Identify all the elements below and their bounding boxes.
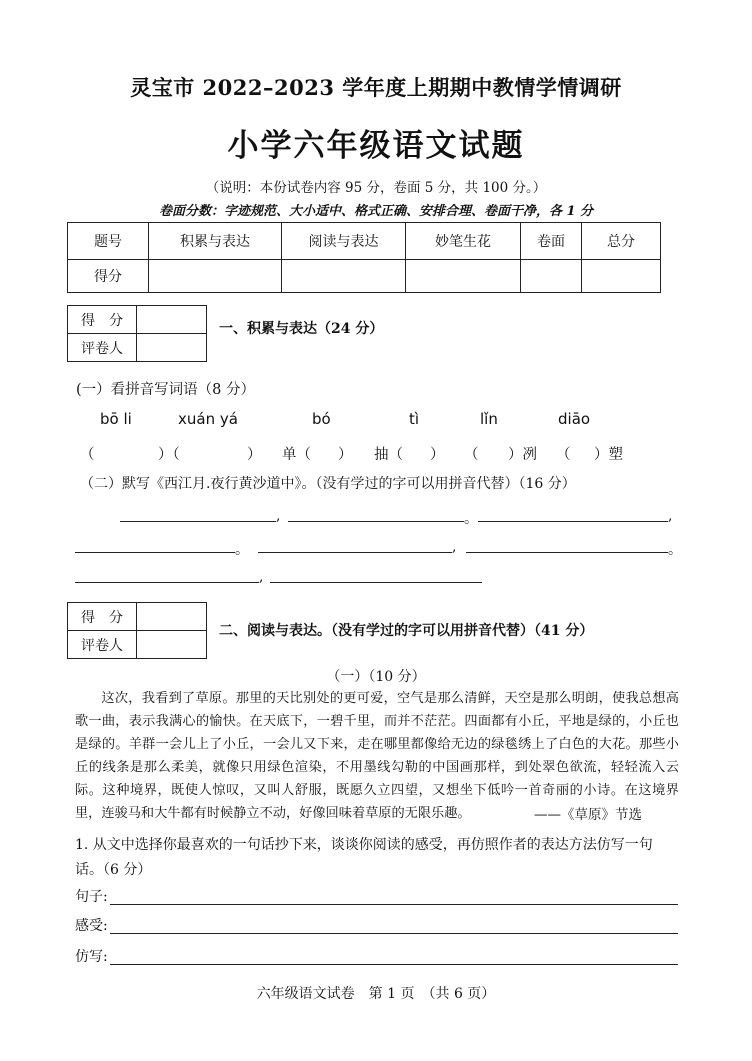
punct: ,	[452, 539, 457, 555]
answer-line[interactable]	[478, 521, 668, 522]
reading-passage: 这次，我看到了草原。那里的天比别处的更可爱，空气是那么清鲜，天空是那么明朗，使我总想高歌一曲，表示我满心的愉快。在天底下，一碧千里，而并不茫茫。四面都有小丘，平地是绿的，小丘也是绿的。羊群一会儿上了小丘，一会儿又下来，走在哪里都像给无边的绿毯绣上了白色的大花。那些小丘的线条是那么柔美，就像只用绿色渲染，不用墨线勾勒的中国画那样，到处翠色欲流，轻轻流入云际。这种境界，既使人惊叹，又叫人舒服，既愿久立四望，又想坐下低吟一首奇丽的小诗。在这境界里，连骏马和大牛都有时候静立不动，好像回味着草原的无限乐趣。	[75, 691, 679, 821]
punct: ,	[668, 508, 673, 524]
answer-line[interactable]	[466, 552, 668, 553]
exam-note: （说明：本份试卷内容 95 分，卷面 5 分，共 100 分。）	[205, 180, 547, 196]
answer-line[interactable]	[288, 521, 464, 522]
bracket: ）塑	[594, 447, 623, 463]
score-table	[67, 222, 661, 293]
score-cell[interactable]	[282, 260, 406, 293]
score-header: 卷面	[521, 223, 582, 260]
grader-score-label: 得 分	[68, 306, 137, 334]
punct: 。	[668, 542, 682, 558]
exam-title-line2: 小学六年级语文试题	[227, 128, 525, 164]
punct: ,	[259, 569, 264, 585]
exam-title-line1: 灵宝市 2022–2023 学年度上期期中教情学情调研	[130, 75, 622, 100]
punct: 。	[464, 511, 478, 527]
answer-line[interactable]	[258, 552, 452, 553]
score-cell[interactable]	[149, 260, 282, 293]
punct: ,	[276, 508, 281, 524]
score-header: 积累与表达	[149, 223, 282, 260]
answer-line[interactable]	[120, 521, 276, 522]
section1-part2-title: （二）默写《西江月.夜行黄沙道中》。（没有学过的字可以用拼音代替）（16 分）	[80, 476, 576, 492]
section2-part1-title: （一）（10 分）	[326, 669, 426, 685]
section1-title: 一、积累与表达（24 分）	[219, 321, 384, 337]
bracket: （	[464, 447, 479, 463]
punct: 。	[235, 542, 249, 558]
pinyin: tì	[409, 410, 420, 428]
pinyin: xuán yá	[178, 410, 238, 428]
answer-line[interactable]	[75, 582, 259, 583]
bracket: ）	[338, 447, 353, 463]
grader-name-cell[interactable]	[137, 334, 207, 362]
grader-score-label: 得 分	[68, 603, 137, 631]
grader-box-1	[67, 305, 207, 362]
grader-score-cell[interactable]	[137, 306, 207, 334]
bracket: ）	[247, 447, 262, 463]
answer-line[interactable]	[110, 904, 678, 905]
section1-part1-title: (一）看拼音写词语（8 分）	[76, 382, 255, 398]
answer-line[interactable]	[110, 933, 678, 934]
pinyin: lǐn	[480, 410, 498, 428]
score-cell[interactable]	[521, 260, 582, 293]
score-cell[interactable]	[582, 260, 661, 293]
grader-score-cell[interactable]	[137, 603, 207, 631]
bracket: （	[80, 447, 95, 463]
answer-line[interactable]	[75, 552, 235, 553]
bracket: 抽（	[374, 447, 403, 463]
bracket: ）	[430, 447, 445, 463]
pinyin: bó	[312, 410, 331, 428]
answer-label-sentence: 句子:	[75, 889, 108, 905]
bracket: ）冽	[508, 447, 537, 463]
bracket: ）（	[158, 447, 180, 463]
score-cell[interactable]	[406, 260, 521, 293]
pinyin: diāo	[558, 410, 591, 428]
section2-title: 二、阅读与表达。（没有学过的字可以用拼音代替）（41 分）	[219, 623, 594, 639]
passage-source: ——《草原》节选	[534, 807, 642, 823]
grader-name-cell[interactable]	[137, 631, 207, 659]
pinyin: bō li	[100, 410, 132, 428]
page-footer: 六年级语文试卷 第 1 页 （共 6 页）	[256, 986, 496, 1002]
grader-name-label: 评卷人	[68, 334, 137, 362]
bracket: 单（	[282, 447, 311, 463]
score-header: 题号	[68, 223, 149, 260]
score-header: 妙笔生花	[406, 223, 521, 260]
answer-label-feeling: 感受:	[75, 918, 108, 934]
question-1: 1. 从文中选择你最喜欢的一句话抄下来，谈谈你阅读的感受，再仿照作者的表达方法仿写一句话。（6 分）	[75, 837, 653, 878]
score-header: 总分	[582, 223, 661, 260]
neatness-note: 卷面分数：字迹规范、大小适中、格式正确、安排合理、卷面干净，各 1 分	[158, 204, 594, 219]
answer-line[interactable]	[270, 582, 482, 583]
answer-label-imitate: 仿写:	[75, 949, 108, 965]
score-header: 阅读与表达	[282, 223, 406, 260]
bracket: （	[556, 447, 571, 463]
score-row-label: 得分	[68, 260, 149, 293]
answer-line[interactable]	[110, 964, 678, 965]
grader-name-label: 评卷人	[68, 631, 137, 659]
grader-box-2	[67, 602, 207, 659]
